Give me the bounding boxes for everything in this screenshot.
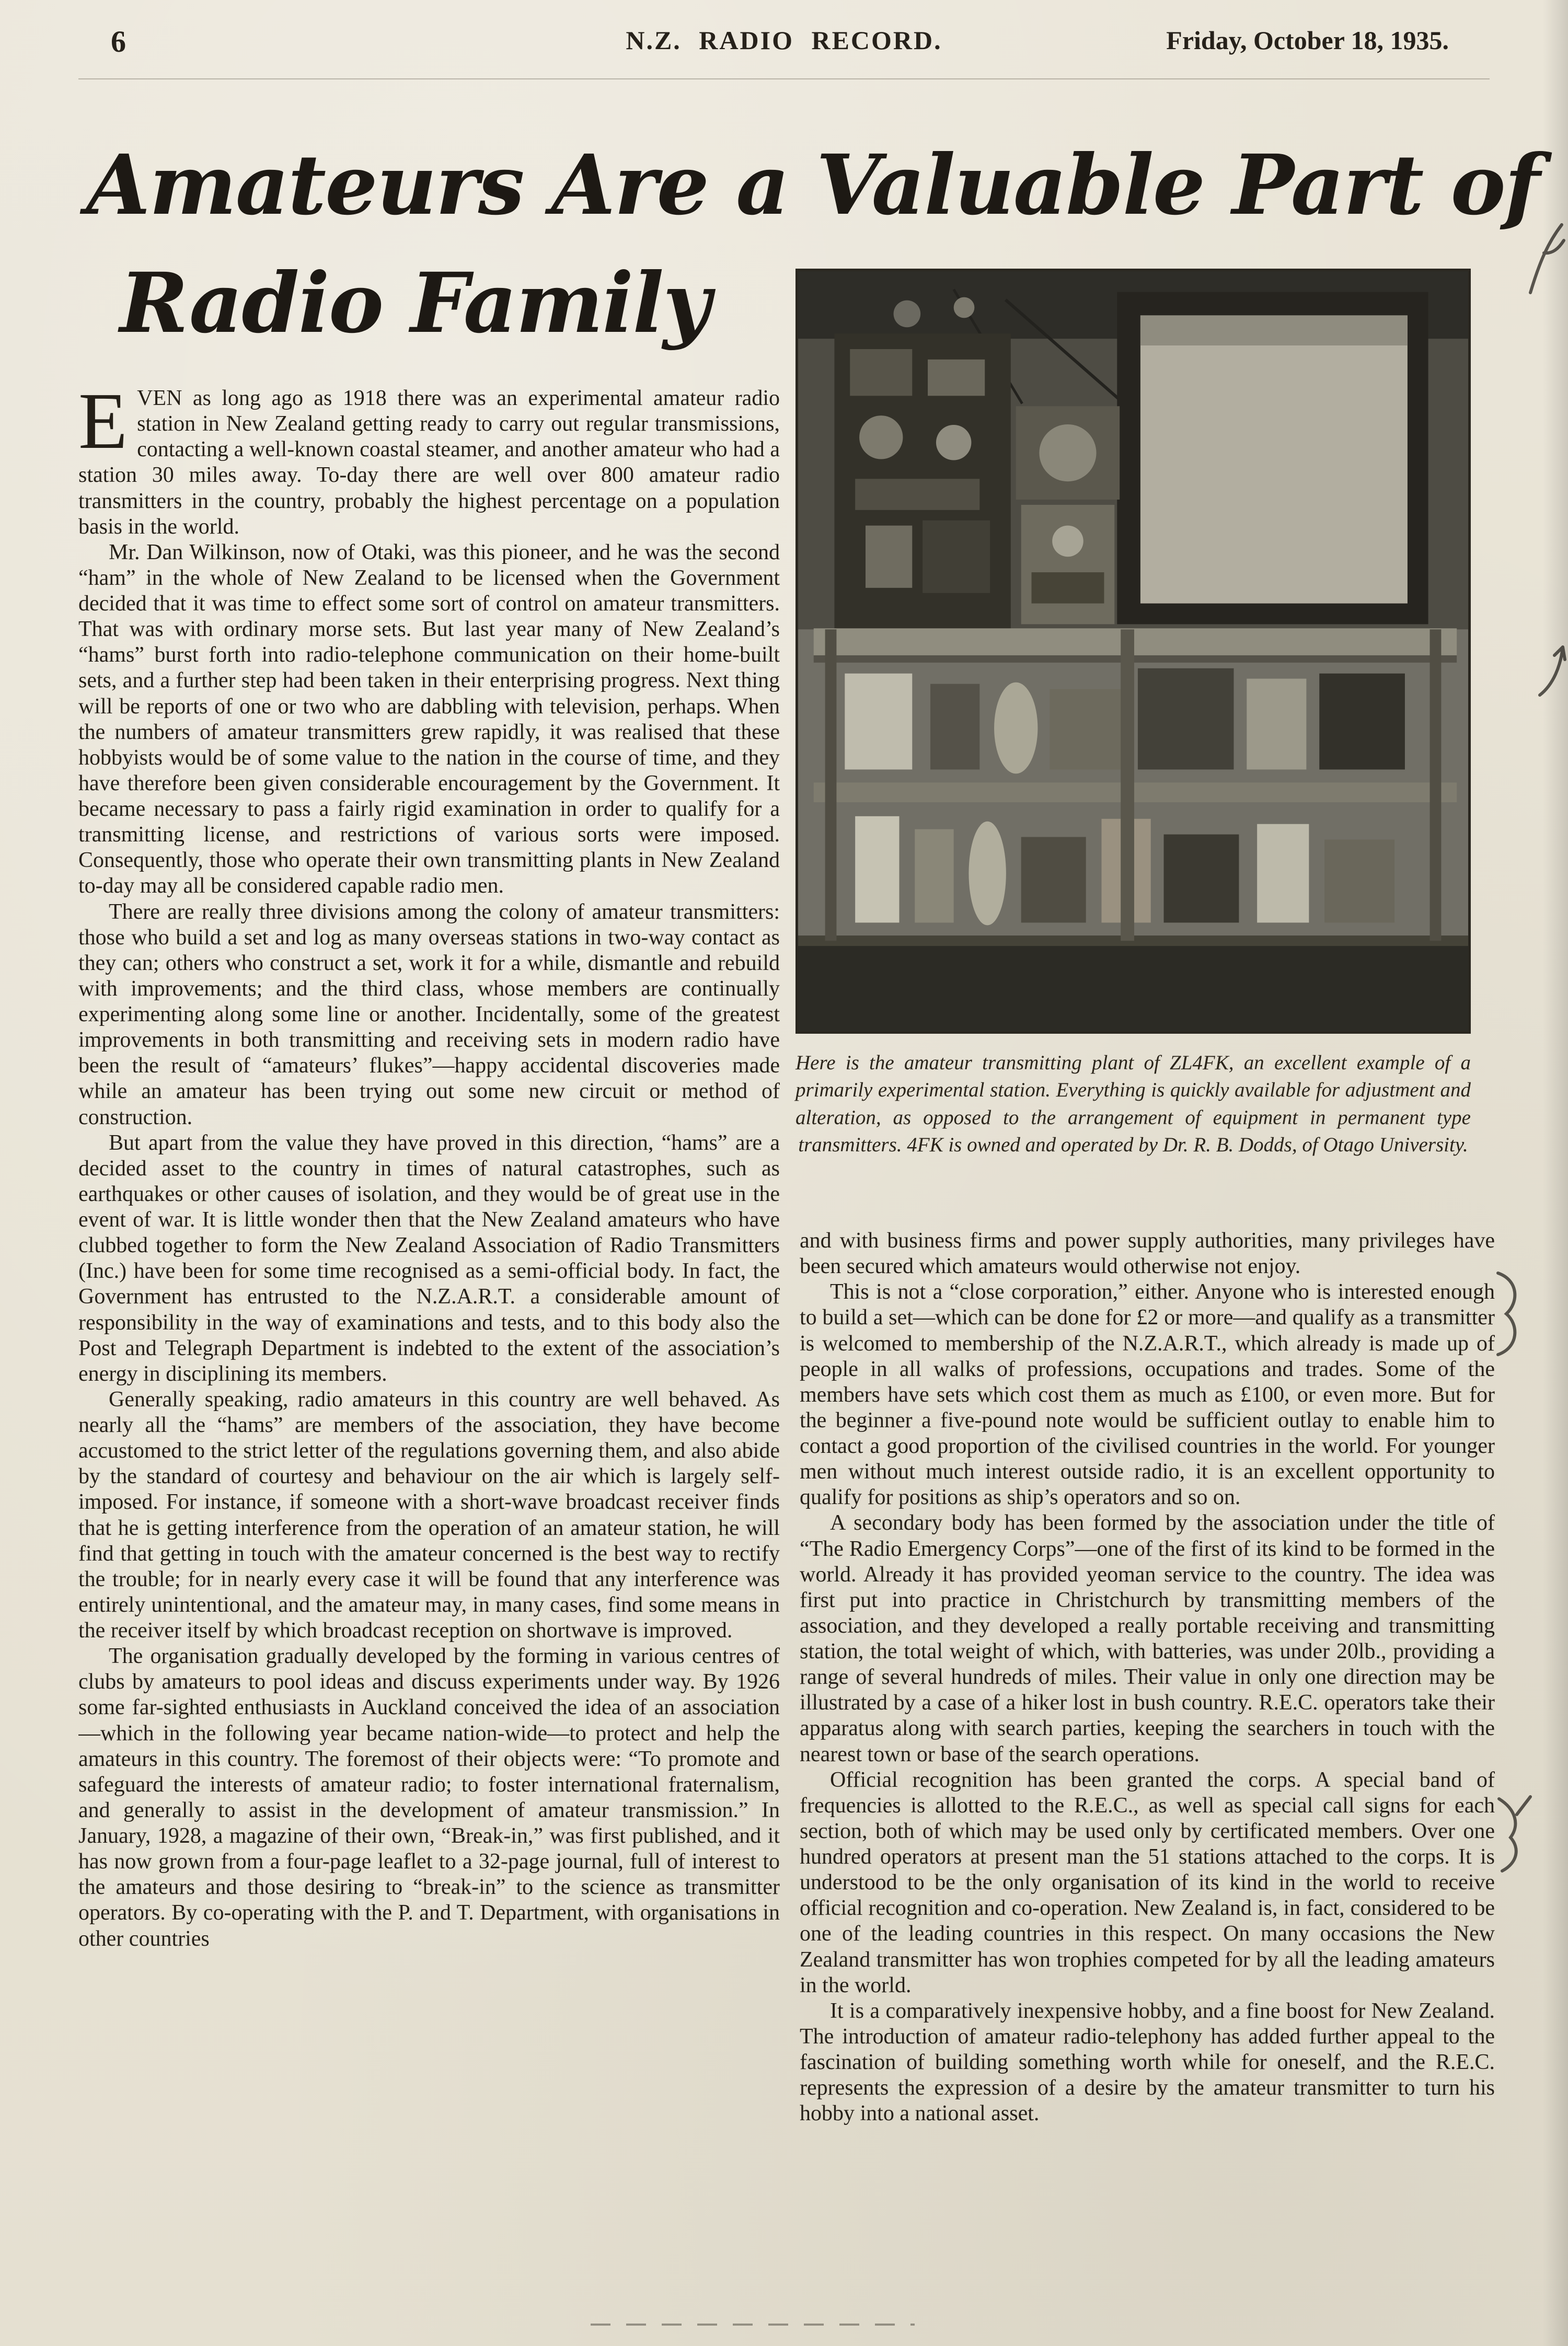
opening-paragraph-text: VEN as long ago as 1918 there was an experimental amateur radio station in New Zealand getting ready to carry out regular transmissions, contacting a well-known coastal steamer, and another amateur who had a station 30 miles away. To-day there are well over 800 amateur radio transmitters in the country, probably the highest percentage on a population basis in the world.	[78, 386, 780, 539]
headline-line-1: Amateurs Are a Valuable Part of	[86, 137, 1539, 234]
paragraph: There are really three divisions among the colony of amateur transmitters: those who build a set and log as many overseas stations in two-way contact as they can; others who construct a set, work it for a while, dismantle and rebuild with improvements; and the third class, whose members are continually experimenting along some line or another. Incidentally, some of the greatest improvements in both transmitting and receiving sets in modern radio have been the result of “amateurs’ flukes”—happy accidental discoveries made while an amateur has been trying out some new circuit or method of construction.	[78, 899, 780, 1129]
pen-mark-photo-right	[1536, 643, 1567, 700]
paragraph: This is not a “close corporation,” either. Anyone who is interested enough to build a set—which can be done for £2 or more—and qualify as a transmitter is welcomed to membership of the N.Z.A.R.T., which already is made up of people in all walks of professions, occupations and trades. Some of the members have sets which cost them as much as £100, or even more. But for the beginner a five-pound note would be sufficient outlay to enable him to contact a good proportion of the civilised countries in the world. For younger men without much interest outside radio, it is an excellent opportunity to qualify for positions as ship’s operators and so on.	[800, 1280, 1495, 1510]
headline-line-2: Radio Family	[120, 255, 710, 352]
opening-paragraph	[78, 386, 780, 540]
paragraph: But apart from the value they have proved in this direction, “hams” are a decided asset to the country in times of natural catastrophes, such as earthquakes or other causes of isolation, and they would be of great use in the event of war. It is little wonder then that the New Zealand amateurs who have clubbed together to form the New Zealand Association of Radio Transmitters (Inc.) have been for some time recognised as a semi-official body. In fact, the Government has entrusted to the N.Z.A.R.T. a considerable amount of responsibility in the way of examinations and tests, and to this body also the Post and Telegraph Department is indebted to the extent of the association’s energy in disciplining its members.	[78, 1130, 780, 1386]
masthead-title: N.Z. RADIO RECORD.	[626, 26, 942, 55]
continuation-paragraph: and with business firms and power supply authorities, many privileges have been secured which amateurs would otherwise not enjoy.	[800, 1229, 1495, 1279]
paragraph: The organisation gradually developed by the forming in various centres of clubs by amateurs to pool ideas and discuss experiments under way. By 1926 some far-sighted enthusiasts in Auckland conceived the idea of an association—which in the following year became nation-wide—to protect and help the amateurs in this country. The foremost of their objects were: “To promote and safeguard the interests of amateur radio; to foster international fraternalism, and generally to assist in the development of amateur transmission.” In January, 1928, a magazine of their own, “Break-in,” was first published, and it has now grown from a four-page leaflet to a 32-page journal, full of interest to the amateurs and those desiring to “break-in” to the science as transmitter operators. By co-operating with the P. and T. Department, with organisations in other countries	[78, 1644, 780, 1951]
paragraph: Generally speaking, radio amateurs in this country are well behaved. As nearly all the “hams” are members of the association, they have become accustomed to the strict letter of the regulations governing them, and also abide by the standard of courtesy and behaviour on the air which is largely self-imposed. For instance, if someone with a short-wave broadcast receiver finds that he is getting interference from the operation of an amateur station, he will find that getting in touch with the amateur concerned is the best way to rectify the trouble; for in nearly every case it will be found that any interference was entirely unintentional, and the amateur may, in many cases, find some means in the receiver itself by which broadcast reception on shortwave is improved.	[78, 1387, 780, 1643]
page-header	[78, 25, 1490, 67]
drop-cap: E	[78, 386, 128, 466]
paragraph: A secondary body has been formed by the association under the title of “The Radio Emergency Corps”—one of the first of its kind to be formed in the world. Already it has provided yeoman service to the country. The idea was first put into practice in Christchurch by transmitting members of the association, and they developed a really portable receiving and transmitting station, the total weight of which, with batteries, was under 20lb., providing a range of several hundreds of miles. Their value in only one direction may be illustrated by a case of a hiker lost in bush country. R.E.C. operators take their apparatus along with search parties, keeping the searchers in touch with the nearest town or base of the search operations.	[800, 1511, 1495, 1766]
header-rule	[78, 78, 1490, 79]
article-photo	[795, 269, 1471, 1034]
page-number: 6	[111, 25, 126, 59]
pen-mark-brace-lower	[1495, 1793, 1535, 1876]
photo-caption: Here is the amateur transmitting plant of ZL4FK, an excellent example of a primarily experimental station. Everything is quickly available for adjustment and alteration, as opposed to the arrangement of equipment in permanent type transmitters. 4FK is owned and operated by Dr. R. B. Dodds, of Otago University.	[795, 1051, 1471, 1156]
article-photo-figure	[795, 269, 1471, 1159]
bottom-scan-marks	[591, 2324, 915, 2326]
paragraph: Official recognition has been granted the corps. A special band of frequencies is allotted to the R.E.C., as well as special call signs for each section, both of which may be used only by certificated members. Over one hundred operators at present man the 51 stations attached to the corps. It is understood to be the only organisation of its kind in the world to receive official recognition and co-operation. New Zealand is, in fact, considered to be one of the leading countries in this respect. On many occasions the New Zealand transmitter has won trophies competed for by all the leading amateurs in the world.	[800, 1767, 1495, 1997]
pen-mark-brace-upper	[1494, 1270, 1526, 1359]
article-column-left	[78, 386, 780, 2322]
paragraph: Mr. Dan Wilkinson, now of Otaki, was this pioneer, and he was the second “ham” in the whole of New Zealand to be licensed when the Government decided that it was time to effect some sort of control on amateur transmitters. That was with ordinary morse sets. But last year many of New Zealand’s “hams” burst forth into radio-telephone communication on their home-built sets, and a further step had been taken in their enterprising progress. Next thing will be reports of one or two who are dabbling with television, perhaps. When the numbers of amateur transmitters grew rapidly, it was realised that these hobbyists would be of some value to the nation in the course of time, and they have therefore been given considerable encouragement by the Government. It became necessary to pass a fairly rigid examination in order to qualify for a transmitting license, and restrictions of various sorts were imposed. Consequently, those who operate their own transmitting plants in New Zealand to-day may all be considered capable radio men.	[78, 540, 780, 898]
photo-illustration	[798, 271, 1468, 1031]
article-column-right	[800, 1228, 1495, 2333]
paragraph: It is a comparatively inexpensive hobby, and a fine boost for New Zealand. The introduction of amateur radio-telephony has added further appeal to the fascination of building something worth while for oneself, and the R.E.C. represents the expression of a desire by the amateur transmitter to turn his hobby into a national asset.	[800, 1998, 1495, 2126]
issue-date: Friday, October 18, 1935.	[1166, 26, 1449, 55]
